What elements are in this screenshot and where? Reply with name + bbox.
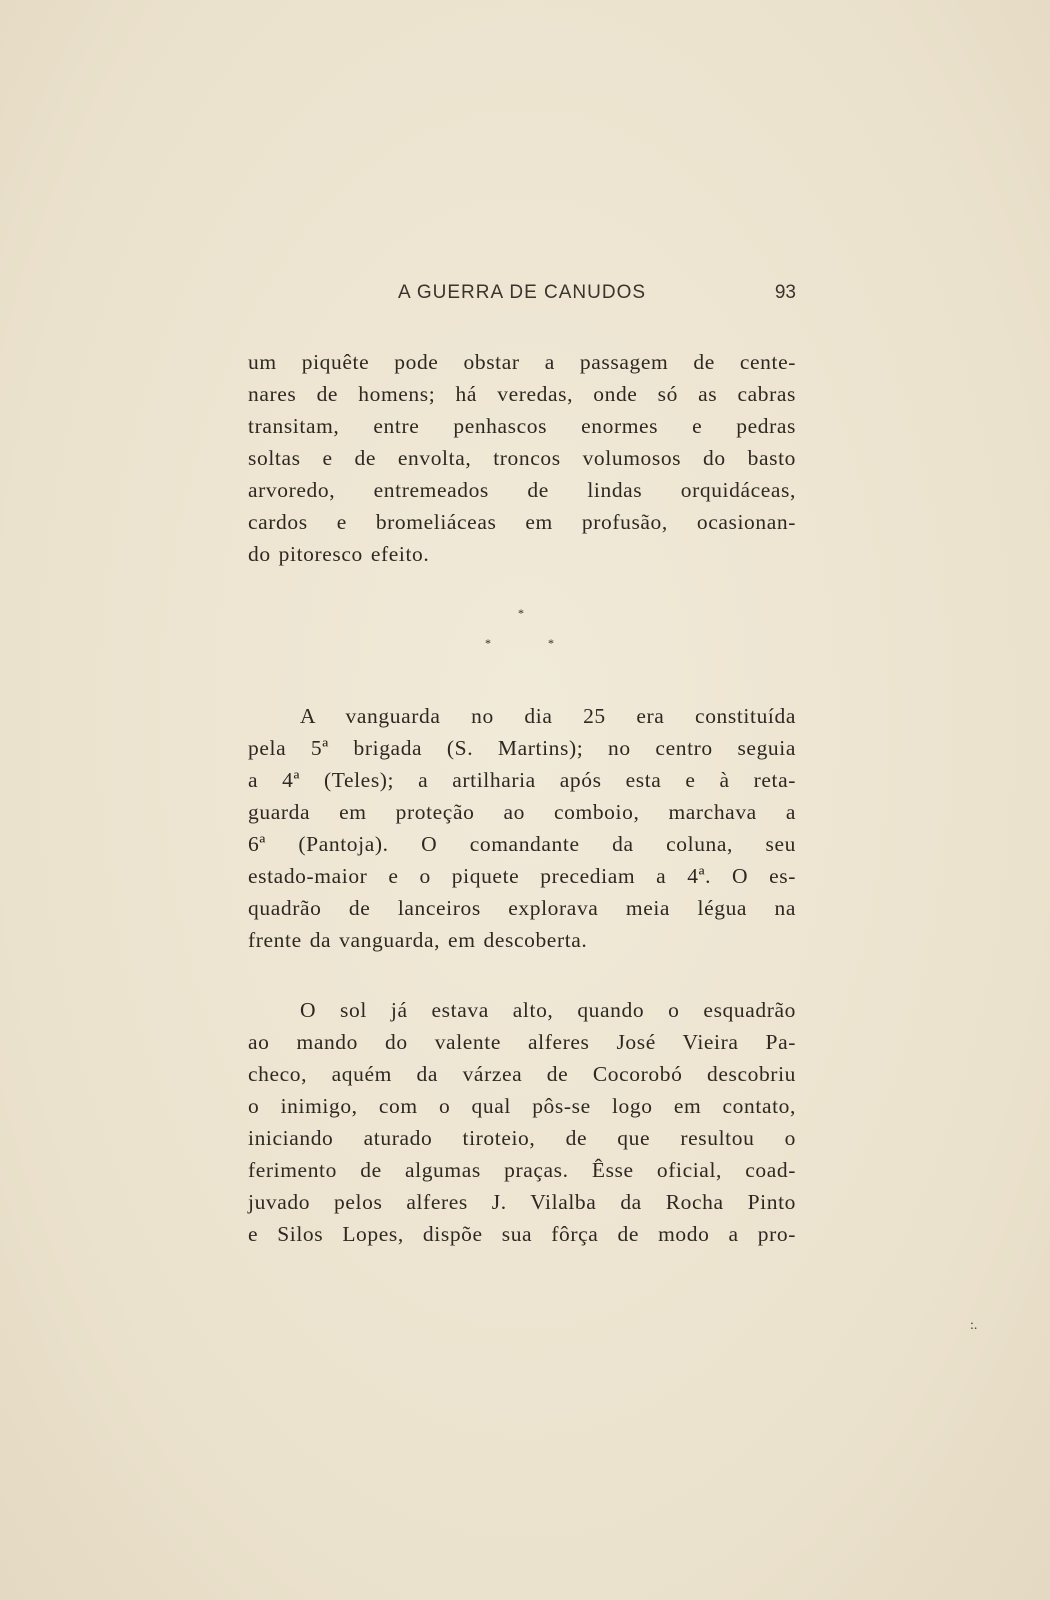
paragraph-line: ferimento de algumas praças. Êsse oficial, coad-	[248, 1158, 796, 1182]
paragraph-line: soltas e de envolta, troncos volumosos do basto	[248, 446, 796, 470]
paragraph-line: A vanguarda no dia 25 era constituída	[300, 704, 796, 728]
paragraph-line: iniciando aturado tiroteio, de que resultou o	[248, 1126, 796, 1150]
asterisk-icon: *	[485, 636, 491, 650]
paragraph-line: ao mando do valente alferes José Vieira Pa-	[248, 1030, 796, 1054]
paragraph-line: quadrão de lanceiros explorava meia légua na	[248, 896, 796, 920]
paragraph-line: o inimigo, com o qual pôs-se logo em contato,	[248, 1094, 796, 1118]
paragraph-line: estado-maior e o piquete precediam a 4ª. O es-	[248, 864, 796, 888]
paragraph-3	[248, 994, 796, 1250]
paragraph-line: checo, aquém da várzea de Cocorobó descobriu	[248, 1062, 796, 1086]
paragraph-line: frente da vanguarda, em descoberta.	[248, 928, 588, 952]
paragraph-line: O sol já estava alto, quando o esquadrão	[300, 998, 796, 1022]
asterisk-icon: *	[548, 636, 554, 650]
paragraph-1	[248, 346, 796, 570]
paragraph-line: juvado pelos alferes J. Vilalba da Rocha Pinto	[248, 1190, 796, 1214]
running-head	[248, 282, 796, 312]
paragraph-line: transitam, entre penhascos enormes e pedras	[248, 414, 796, 438]
section-separator	[470, 606, 580, 656]
paragraph-line: do pitoresco efeito.	[248, 542, 430, 566]
paragraph-line: 6ª (Pantoja). O comandante da coluna, seu	[248, 832, 796, 856]
running-head-title: A GUERRA DE CANUDOS	[397, 282, 647, 303]
page-number: 93	[774, 282, 796, 303]
paragraph-line: pela 5ª brigada (S. Martins); no centro seguia	[248, 736, 796, 760]
margin-mark: :.	[970, 1318, 978, 1333]
paragraph-line: a 4ª (Teles); a artilharia após esta e à reta-	[248, 768, 796, 792]
paragraph-line: guarda em proteção ao comboio, marchava a	[248, 800, 796, 824]
paragraph-line: nares de homens; há veredas, onde só as cabras	[248, 382, 796, 406]
paragraph-line: cardos e bromeliáceas em profusão, ocasionan-	[248, 510, 796, 534]
paragraph-line: um piquête pode obstar a passagem de cente-	[248, 350, 796, 374]
asterisk-icon: *	[518, 606, 524, 620]
paragraph-line: arvoredo, entremeados de lindas orquidáceas,	[248, 478, 796, 502]
paragraph-2	[248, 700, 796, 956]
paragraph-line: e Silos Lopes, dispõe sua fôrça de modo a pro-	[248, 1222, 796, 1246]
